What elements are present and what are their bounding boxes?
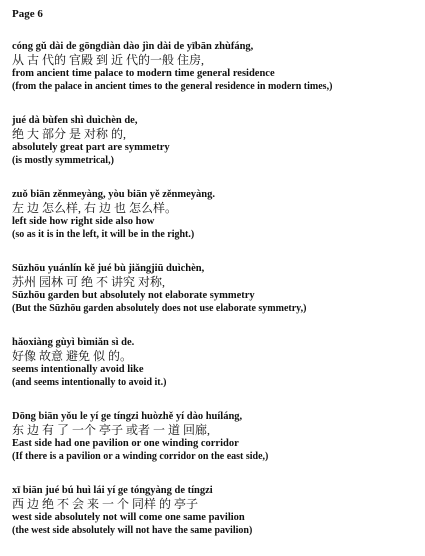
- translation-line: (the west side absolutely will not have the same pavilion): [12, 525, 253, 536]
- gloss-line: from ancient time palace to modern time general residence: [12, 68, 275, 79]
- sentence-block-3: [12, 188, 420, 241]
- hanzi-line: 东 边 有 了 一个 亭子 或者 一 道 回廊,: [12, 423, 211, 437]
- sentence-block-2: [12, 114, 420, 167]
- sentence-block-7: [12, 484, 420, 537]
- gloss-line: west side absolutely not will come one same pavilion: [12, 512, 245, 523]
- gloss-line: seems intentionally avoid like: [12, 364, 144, 375]
- translation-line: (and seems intentionally to avoid it.): [12, 377, 167, 388]
- translation-line: (But the Sūzhōu garden absolutely does not use elaborate symmetry,): [12, 303, 307, 314]
- gloss-line: absolutely great part are symmetry: [12, 142, 170, 153]
- translation-line: (is mostly symmetrical,): [12, 155, 114, 166]
- gloss-line: left side how right side also how: [12, 216, 155, 227]
- pinyin-line: xī biān jué bú huì lái yí ge tóngyàng de tíngzi: [12, 485, 213, 496]
- hanzi-line: 苏州 园林 可 绝 不 讲究 对称,: [12, 275, 166, 289]
- pinyin-line: hǎoxiàng gùyì bìmiǎn sì de.: [12, 337, 135, 348]
- pinyin-line: jué dà bùfen shì duìchèn de,: [12, 115, 138, 126]
- hanzi-line: 好像 故意 避免 似 的。: [12, 349, 133, 363]
- pinyin-line: zuǒ biān zěnmeyàng, yòu biān yě zěnmeyàng.: [12, 189, 216, 200]
- hanzi-line: 绝 大 部分 是 对称 的,: [12, 127, 127, 141]
- pinyin-line: Sūzhōu yuánlín kě jué bù jiǎngjiū duìchèn,: [12, 263, 205, 274]
- hanzi-line: 左 边 怎么样, 右 边 也 怎么样。: [12, 201, 178, 215]
- translation-line: (from the palace in ancient times to the general residence in modern times,): [12, 81, 333, 92]
- gloss-line: East side had one pavilion or one winding corridor: [12, 438, 239, 449]
- page-title: Page 6: [12, 8, 43, 20]
- translation-line: (so as it is in the left, it will be in the right.): [12, 229, 195, 240]
- sentence-block-4: [12, 262, 420, 315]
- pinyin-line: cóng gǔ dài de gōngdiàn dào jìn dài de yībān zhùfáng,: [12, 41, 254, 52]
- hanzi-line: 西 边 绝 不 会 来 一 个 同样 的 亭子: [12, 497, 199, 511]
- hanzi-line: 从 古 代的 官殿 到 近 代的一般 住房,: [12, 53, 205, 67]
- gloss-line: Sūzhōu garden but absolutely not elaborate symmetry: [12, 290, 255, 301]
- translation-line: (If there is a pavilion or a winding corridor on the east side,): [12, 451, 269, 462]
- sentence-block-6: [12, 410, 420, 463]
- sentence-block-5: [12, 336, 420, 389]
- pinyin-line: Dōng biān yǒu le yí ge tíngzi huòzhě yí dào huíláng,: [12, 411, 243, 422]
- sentence-block-1: [12, 40, 420, 93]
